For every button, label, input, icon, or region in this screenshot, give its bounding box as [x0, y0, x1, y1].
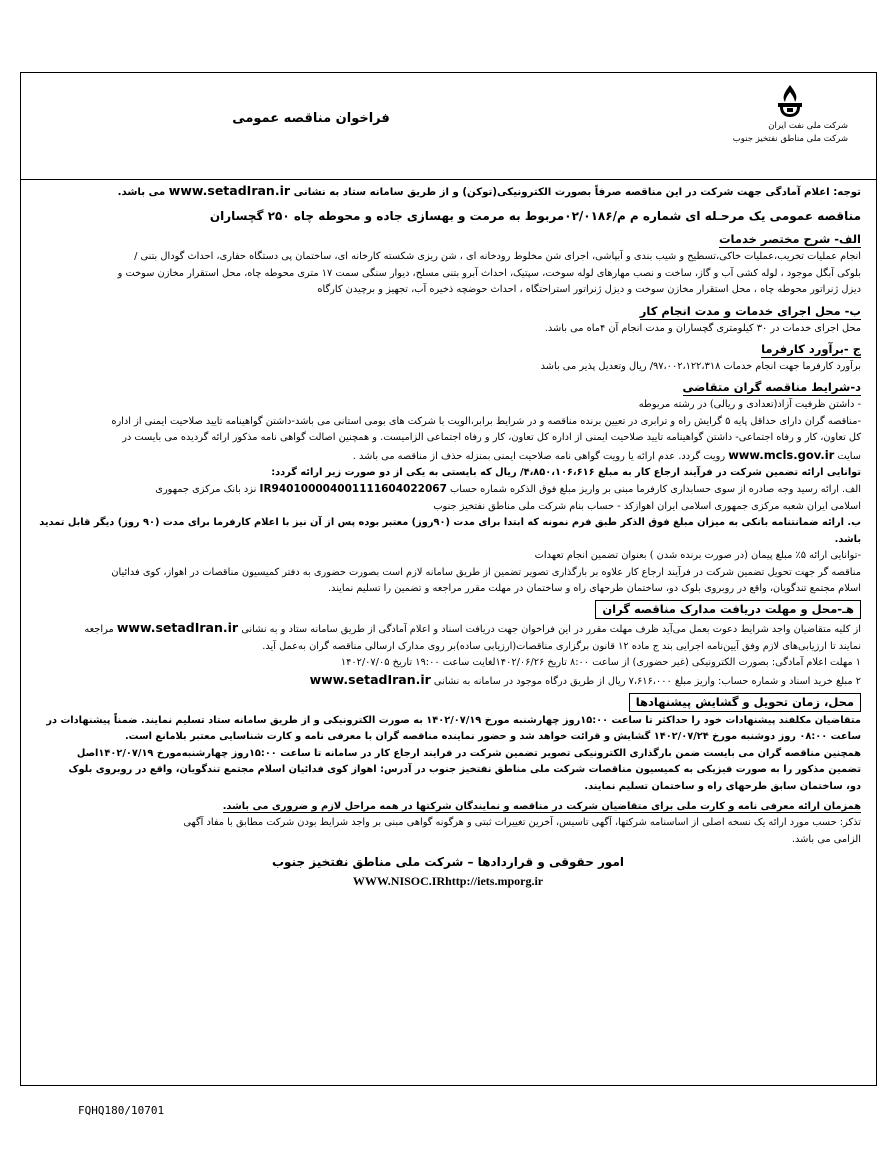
- account-number: IR940100004001111604022067: [259, 483, 447, 496]
- section-h-line: ۱ مهلت اعلام آمادگی: بصورت الکترونیکی (غیر حضوری) از ساعت ۸:۰۰ تاریخ ۱۴۰۲/۰۶/۲۶لغایت ساعت ۱۹:۰۰ تاریخ ۱۴۰۲/۰۷/۰۵: [340, 657, 861, 669]
- tender-title: مناقصه عمومی یک مرحـله ای شماره م م/۰۲/۰۱۸۶مربوط به مرمت و بهسازی جاده و محوطه چاه ۲۵۰ گچساران: [209, 209, 861, 224]
- section-d-line: سایت www.mcls.gov.ir رویت گردد. عدم ارائه یا رویت گواهی نامه صلاحیت ایمنی بمنزله حذف از مناقصه می باشد .: [352, 447, 861, 462]
- setad-link[interactable]: www.setadIran.ir: [309, 671, 431, 687]
- section-d-line: -توانایی ارائه ۵٪ مبلغ پیمان (در صورت برنده شدن ) بعنوان تضمین انجام تعهدات: [534, 550, 861, 562]
- section-d-line: مناقصه گر جهت تحویل تضمین شرکت در فرآیند ارجاع کار علاوه بر بارگذاری تصویر تضمین از طریق سامانه لازم است بصورت حضوری به دفتر کمیسیون مناقصات در اهواز، کوی فدائیان: [111, 566, 861, 578]
- section-h-line: از کلیه متقاضیان واجد شرایط دعوت بعمل می‌آید ظرف مهلت مقرر در این فراخوان جهت دریافت اسناد و اعلام آمادگی از طریق سامانه ستاد و به نشانی www.setadIran.ir مراجعه: [84, 620, 861, 636]
- company-logo: [720, 83, 860, 144]
- section-d-line: اسلام مجتمع تندگویان، واقع در روبروی بلوک دو، ساختمان طرحهای راه و ساختمان در مهلت مقرر مراجعه و تضمین را تسلیم نمایند.: [327, 582, 861, 594]
- section-d-line: کل تعاون، کار و رفاه اجتماعی- داشتن گواهینامه تایید صلاحیت ایمنی از اداره کل تعاون، کار و رفاه اجتماعی الزامیست. و همچنین اصالت گواهی نامه مذکور ارائه گردیده می بایست در: [122, 432, 861, 444]
- section-m-line: ساعت ۰۸:۰۰ روز دوشنبه مورخ ۱۴۰۲/۰۷/۲۴ گشایش و قرائت خواهد شد و حضور نماینده مناقصه گران با معرفی نامه و کارت شناسایی معتبر بلامانع است.: [124, 731, 861, 743]
- notice-text: توجه: اعلام آمادگی جهت شرکت در این مناقصه صرفاً بصورت الکترونیکی(توکن) و از طریق سامانه ستاد به نشانی: [293, 187, 861, 198]
- section-a-line: دیزل ژنراتور محوطه چاه ، محل استقرار مخازن سوخت و دیزل ژنراتور استراحتگاه ، احداث حوضچه ذخیره آب، تجهیز و برچیدن کارگاه: [317, 284, 861, 296]
- section-m-line: تضمین مذکور را به صورت فیزیکی به کمیسیون مناقصات شرکت ملی مناطق نفتخیز جنوب در آدرس: اهواز کوی فدائیان اسلام مجتمع تندگویان، واقع در روبروی بلوک: [68, 764, 861, 776]
- notes-line: تذکر: حسب مورد ارائه یک نسخه اصلی از اساسنامه شرکتها، آگهی تاسیس، آخرین تغییرات ثبتی و هرگونه گواهی مبنی بر واجد شرایط بودن شرکت مطابق با مفاد آگهی: [183, 817, 861, 829]
- section-d-line: اسلامی ایران شعبه مرکزی جمهوری اسلامی ایران اهوازکد - حساب بنام شرکت ملی مناطق نفتخیز جنوب: [433, 500, 861, 512]
- page-title: فراخوان مناقصه عمومی: [232, 111, 390, 126]
- section-d-heading: د-شرایط مناقصه گران متقاضی: [682, 380, 861, 395]
- section-d-line: توانایی ارائه تضمین شرکت در فرآیند ارجاع کار به مبلغ ۴،۸۵۰،۱۰۶،۶۱۶/ ریال که بایستی به یکی از دو صورت زیر ارائه گردد:: [271, 467, 861, 479]
- section-a-line: انجام عملیات تخریب،عملیات خاکی،تسطیح و شیب بندی و آبپاشی، اجرای شن مخلوط رودخانه ای ، شن ریزی شکسته کارخانه ای، ساختمان پی دستگاه حفاری، احداث گودال بتنی /: [134, 251, 861, 263]
- section-a-heading: الف- شرح مختصر خدمات: [718, 232, 861, 247]
- footer-sites[interactable]: WWW.NISOC.IRhttp://iets.mporg.ir: [352, 873, 544, 888]
- mcls-link[interactable]: www.mcls.gov.ir: [728, 447, 835, 462]
- document-code: FQHQ180/10701: [78, 1104, 165, 1117]
- section-c-heading: ج -برآورد کارفرما: [761, 342, 861, 357]
- section-m-line: متقاضیان مکلفند پیشنهادات خود را حداکثر تا ساعت ۱۵:۰۰روز چهارشنبه مورخ ۱۴۰۲/۰۷/۱۹ به صورت الکترونیکی و از طریق سامانه ستاد تسلیم نمایند. ضمناً پیشنهادات در: [46, 714, 861, 726]
- notice-body: [35, 183, 861, 889]
- nioc-flame-logo-icon: [772, 83, 808, 119]
- section-b-heading: ب- محل اجرای خدمات و مدت انجام کار: [639, 303, 861, 318]
- notes-line: همزمان ارائه معرفی نامه و کارت ملی برای متقاضیان شرکت در مناقصه و نمایندگان شرکتها در همه مراحل لازم و ضروری می باشد.: [222, 800, 861, 812]
- section-h-heading: هـ-محل و مهلت دریافت مدارک مناقصه گران: [595, 600, 861, 619]
- notice-line: [35, 183, 861, 201]
- section-m-line: همچنین مناقصه گران می بایست ضمن بارگذاری الکترونیکی تصویر تضمین شرکت در فرایند ارجاع کار در سامانه تا ساعت ۱۵:۰۰روز چهارشنبه‌مورخ ۱۴۰۲/۰۷/۱۹اصل: [76, 747, 861, 759]
- section-m-line: دو، ساختمان سابق طرحهای راه و ساختمان تسلیم نمایند.: [584, 780, 861, 792]
- section-b-text: محل اجرای خدمات در ۳۰ کیلومتری گچساران و مدت انجام آن ۴ماه می باشد.: [544, 322, 861, 334]
- setad-link[interactable]: www.setadIran.ir: [116, 620, 239, 636]
- notice-frame: [20, 72, 877, 1086]
- header: [21, 73, 876, 180]
- section-m-heading: محل، زمان تحویل و گشایش پیشنهادها: [629, 693, 861, 712]
- section-h-line: ۲ مبلغ خرید اسناد و شماره حساب: واریز مبلغ ۷،۶۱۶،۰۰۰ ریال از طریق درگاه موجود در سامانه به نشانی www.setadIran.ir: [309, 671, 861, 687]
- section-h-line: نمایند تا ارزیابی‌های لازم وفق آیین‌نامه اجرایی بند ج ماده ۱۲ قانون برگزاری مناقصات(ارزیابی ساده)بر روی مدارک ارسالی مناقصه گران به‌عمل آید.: [262, 640, 861, 652]
- section-c-text: برآورد کارفرما جهت انجام خدمات ۹۷،۰۰۲،۱۲۲،۳۱۸/ ریال وتعدیل پذیر می باشد: [540, 361, 861, 373]
- section-d-line: الف. ارائه رسید وجه صادره از سوی حسابداری کارفرما مبنی بر واریز مبلغ فوق الذکره شماره حساب IR940100004001111604022067 نزد بانک مرکزی جمهوری: [155, 483, 861, 496]
- section-d-line: ب. ارائه ضمانتنامه بانکی به میزان مبلغ فوق الذکر طبق فرم نمونه که ابتدا برای مدت (۹۰روز) معتبر بوده پس از آن نیز با اعلام کارفرما برای مدت (۹۰ روز) دیگر قابل تمدید باشد.: [39, 517, 861, 545]
- company-line1: شرکت ملی نفت ایران: [768, 121, 848, 131]
- section-a-line: بلوکی آبگل موجود ، لوله کشی آب و گاز، ساخت و نصب مهارهای لوله سوخت، سپتیک، احداث آبرو بتنی مسلح، دیوار سنگی سمت ۱۷ متری محوطه چاه، محل استقرار مخازن سوخت و: [117, 267, 861, 279]
- section-d-line: -مناقصه گران دارای حداقل پایه ۵ گرایش راه و ترابری در تعیین برنده مناقصه و در شرایط برابر،الویت با شرکت های بومی استانی می باشد-داشتن گواهینامه تایید صلاحیت ایمنی از اداره: [111, 415, 861, 427]
- notes-line: الزامی می باشد.: [791, 833, 861, 845]
- notice-end: می باشد.: [117, 187, 166, 198]
- footer-dept: امور حقوقی و قراردادها – شرکت ملی مناطق نفتخیز جنوب: [272, 855, 624, 870]
- section-d-line: - داشتن ظرفیت آزاد(تعدادی و ریالی) در رشته مربوطه: [638, 399, 861, 411]
- company-line2: شرکت ملی مناطق نفتخیز جنوب: [732, 134, 848, 144]
- setad-link[interactable]: www.setadIran.ir: [168, 183, 291, 198]
